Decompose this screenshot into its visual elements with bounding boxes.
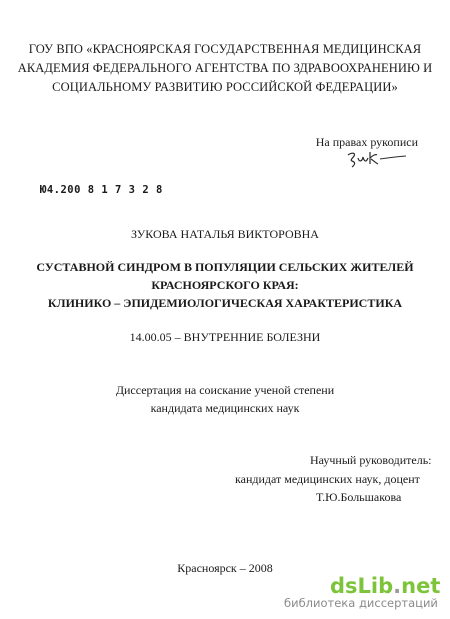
institution-line-3: СОЦИАЛЬНОМУ РАЗВИТИЮ РОССИЙСКОЙ ФЕДЕРАЦИИ» xyxy=(52,80,398,94)
city-year: Красноярск – 2008 xyxy=(177,561,273,575)
institution-line-2: АКАДЕМИЯ ФЕДЕРАЛЬНОГО АГЕНТСТВА ПО ЗДРАВООХРАНЕНИЮ И xyxy=(17,61,433,75)
supervisor-name: Т.Ю.Большакова xyxy=(316,490,402,504)
title-line-3: КЛИНИКО – ЭПИДЕМИОЛОГИЧЕСКАЯ ХАРАКТЕРИСТИКА xyxy=(47,296,403,310)
specialty: 14.00.05 – ВНУТРЕННИЕ БОЛЕЗНИ xyxy=(129,330,321,344)
author-name: ЗУКОВА НАТАЛЬЯ ВИКТОРОВНА xyxy=(131,227,319,241)
rights-label: На правах рукописи xyxy=(315,135,418,149)
supervisor-title: кандидат медицинских наук, доцент xyxy=(235,472,420,486)
archive-stamp: Ю4.200 8 1 7 3 2 8 xyxy=(40,184,163,196)
watermark-title: dsLib.net xyxy=(330,574,441,598)
institution-line-1: ГОУ ВПО «КРАСНОЯРСКАЯ ГОСУДАРСТВЕННАЯ МЕДИЦИНСКАЯ xyxy=(28,42,422,56)
supervisor-label: Научный руководитель: xyxy=(310,453,432,467)
title-line-1: СУСТАВНОЙ СИНДРОМ В ПОПУЛЯЦИИ СЕЛЬСКИХ ЖИТЕЛЕЙ xyxy=(36,260,414,274)
degree-line-1: Диссертация на соискание ученой степени xyxy=(115,383,335,397)
degree-line-2: кандидата медицинских наук xyxy=(150,401,300,415)
title-line-2: КРАСНОЯРСКОГО КРАЯ: xyxy=(151,278,299,292)
watermark-subtitle: библиотека диссертаций xyxy=(284,596,438,610)
watermark-logo xyxy=(330,574,440,598)
handwritten-signature xyxy=(346,146,410,172)
